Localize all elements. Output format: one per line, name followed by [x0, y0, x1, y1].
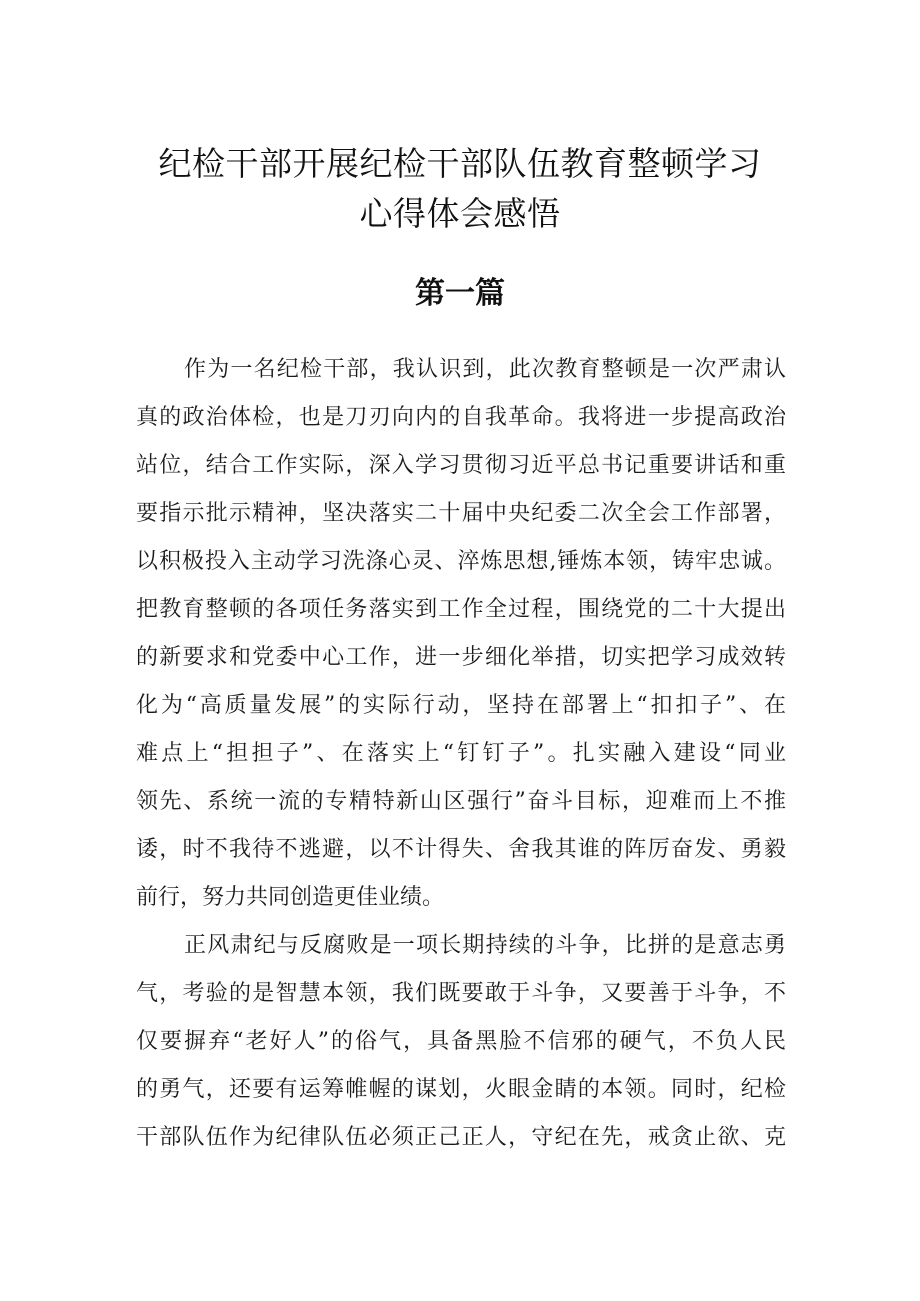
paragraph-line: 干部队伍作为纪律队伍必须正己正人，守纪在先，戒贪止欲、克: [136, 1125, 786, 1150]
document-title-line-1: 纪检干部开展纪检干部队伍教育整顿学习: [158, 144, 762, 183]
paragraph-line: 正风肃纪与反腐败是一项长期持续的斗争，比拼的是意志勇: [184, 933, 786, 958]
paragraph-line: 把教育整顿的各项任务落实到工作全过程，围绕党的二十大提出: [136, 597, 786, 622]
paragraph-line: 诿，时不我待不逃避，以不计得失、舍我其谁的阵厉奋发、勇毅: [136, 837, 786, 862]
paragraph-line: 真的政治体检，也是刀刃向内的自我革命。我将进一步提高政治: [136, 405, 786, 430]
paragraph-line: 要指示批示精神，坚决落实二十届中央纪委二次全会工作部署，: [136, 501, 786, 526]
paragraph-line: 的勇气，还要有运筹帷幄的谋划，火眼金睛的本领。同时，纪检: [136, 1077, 786, 1102]
paragraph-line: 作为一名纪检干部，我认识到，此次教育整顿是一次严肃认: [184, 357, 786, 382]
paragraph-line: 以积极投入主动学习洗涤心灵、淬炼思想,锤炼本领，铸牢忠诚。: [136, 549, 786, 574]
paragraph-line: 仅要摒弃“老好人”的俗气，具备黑脸不信邪的硬气，不负人民: [136, 1029, 786, 1054]
paragraph-line: 化为“高质量发展”的实际行动，坚持在部署上“扣扣子”、在: [136, 693, 786, 718]
document-title-line-2: 心得体会感悟: [359, 194, 561, 233]
section-heading: 第一篇: [415, 276, 505, 311]
paragraph-line: 领先、系统一流的专精特新山区强行”奋斗目标，迎难而上不推: [136, 789, 786, 814]
paragraph-line: 站位，结合工作实际，深入学习贯彻习近平总书记重要讲话和重: [136, 453, 786, 478]
paragraph-line: 前行，努力共同创造更佳业绩。: [136, 885, 445, 910]
paragraph-line: 气，考验的是智慧本领，我们既要敢于斗争，又要善于斗争，不: [136, 981, 786, 1006]
paragraph-line: 的新要求和党委中心工作，进一步细化举措，切实把学习成效转: [136, 645, 786, 670]
paragraph-line: 难点上“担担子”、在落实上“钉钉子”。扎实融入建设“同业: [136, 741, 786, 766]
